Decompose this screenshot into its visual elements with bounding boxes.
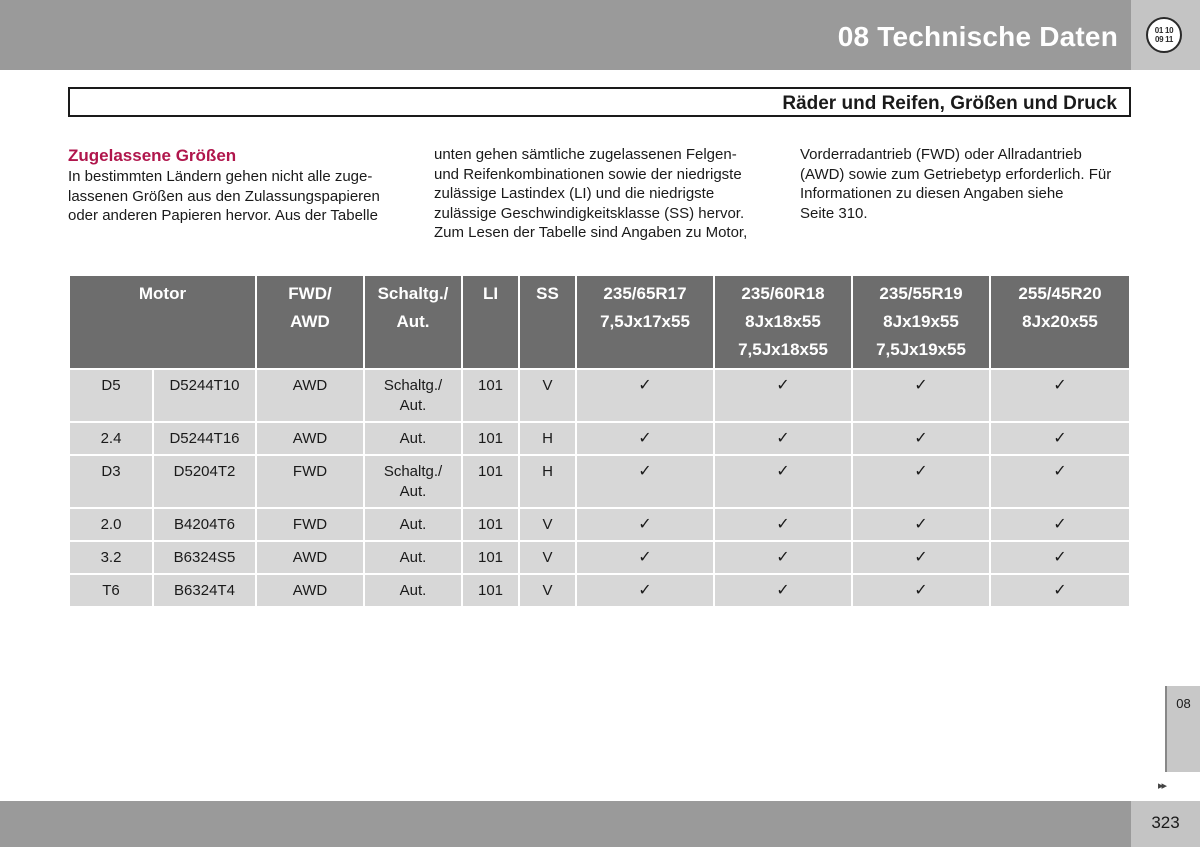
cell-engine-code: D5244T16 <box>154 423 255 454</box>
cell-gear: Aut. <box>365 575 461 606</box>
continue-arrow-icon: ▸▸ <box>1158 780 1166 792</box>
cell-engine: D3 <box>70 456 152 507</box>
cell-li: 101 <box>463 370 518 421</box>
col-header-tire-4: 255/45R20 8Jx20x55 <box>991 276 1129 368</box>
cell-drive: AWD <box>257 423 363 454</box>
cell-gear: Aut. <box>365 509 461 540</box>
cell-tire-1-check: ✓ <box>577 423 713 454</box>
cell-engine-code: B6324S5 <box>154 542 255 573</box>
table-row <box>70 423 1129 454</box>
cell-tire-1-check: ✓ <box>577 509 713 540</box>
col-header-ss: SS <box>520 276 575 368</box>
cell-tire-3-check: ✓ <box>853 575 989 606</box>
intro-text-1: In bestimmten Ländern gehen nicht alle zuge- lassenen Größen aus den Zulassungspapieren oder anderen Papieren hervor. Aus der Tabelle <box>68 168 380 224</box>
cell-tire-3-check: ✓ <box>853 370 989 421</box>
cell-tire-1-check: ✓ <box>577 456 713 507</box>
cell-engine-code: B4204T6 <box>154 509 255 540</box>
tire-size-table <box>68 274 1131 608</box>
cell-ss: V <box>520 542 575 573</box>
cell-gear: Aut. <box>365 542 461 573</box>
table-row <box>70 575 1129 606</box>
chapter-side-tab[interactable] <box>1165 686 1200 772</box>
cell-tire-3-check: ✓ <box>853 456 989 507</box>
intro-heading: Zugelassene Größen <box>68 146 237 165</box>
cell-ss: H <box>520 456 575 507</box>
chapter-badge-row-2: 09 11 <box>1154 35 1174 44</box>
col-header-gear: Schaltg./ Aut. <box>365 276 461 368</box>
table-header-row <box>70 276 1129 368</box>
cell-tire-1-check: ✓ <box>577 370 713 421</box>
table-row <box>70 456 1129 507</box>
intro-column-1 <box>68 167 413 226</box>
cell-li: 101 <box>463 423 518 454</box>
chapter-badge-icon <box>1146 17 1182 53</box>
cell-tire-4-check: ✓ <box>991 456 1129 507</box>
cell-engine: D5 <box>70 370 152 421</box>
col-header-tire-2: 235/60R18 8Jx18x55 7,5Jx18x55 <box>715 276 851 368</box>
cell-tire-3-check: ✓ <box>853 423 989 454</box>
cell-tire-2-check: ✓ <box>715 542 851 573</box>
cell-li: 101 <box>463 542 518 573</box>
cell-tire-1-check: ✓ <box>577 542 713 573</box>
col-header-tire-1: 235/65R17 7,5Jx17x55 <box>577 276 713 368</box>
cell-drive: AWD <box>257 370 363 421</box>
cell-gear: Aut. <box>365 423 461 454</box>
cell-drive: AWD <box>257 575 363 606</box>
cell-tire-2-check: ✓ <box>715 456 851 507</box>
cell-tire-4-check: ✓ <box>991 370 1129 421</box>
cell-tire-2-check: ✓ <box>715 423 851 454</box>
cell-engine-code: D5244T10 <box>154 370 255 421</box>
cell-gear: Schaltg./ Aut. <box>365 456 461 507</box>
cell-engine: 2.0 <box>70 509 152 540</box>
col-header-drive: FWD/ AWD <box>257 276 363 368</box>
cell-tire-2-check: ✓ <box>715 575 851 606</box>
cell-tire-3-check: ✓ <box>853 542 989 573</box>
table-row <box>70 542 1129 573</box>
cell-tire-1-check: ✓ <box>577 575 713 606</box>
cell-tire-4-check: ✓ <box>991 542 1129 573</box>
cell-gear: Schaltg./ Aut. <box>365 370 461 421</box>
side-tab-label: 08 <box>1176 696 1191 711</box>
cell-li: 101 <box>463 509 518 540</box>
cell-engine-code: D5204T2 <box>154 456 255 507</box>
cell-tire-2-check: ✓ <box>715 370 851 421</box>
col-header-li: LI <box>463 276 518 368</box>
chapter-title: 08 Technische Daten <box>837 21 1118 52</box>
page-number: 323 <box>1151 813 1180 832</box>
cell-engine-code: B6324T4 <box>154 575 255 606</box>
cell-li: 101 <box>463 575 518 606</box>
cell-ss: V <box>520 509 575 540</box>
cell-drive: FWD <box>257 509 363 540</box>
cell-engine: T6 <box>70 575 152 606</box>
intro-text-3: Vorderradantrieb (FWD) oder Allradantrieb (AWD) sowie zum Getriebetyp erforderlich. Für Informationen zu diesen Angaben siehe Seite 310. <box>800 146 1112 222</box>
cell-ss: H <box>520 423 575 454</box>
cell-ss: V <box>520 575 575 606</box>
section-title-box <box>68 87 1131 117</box>
cell-engine: 2.4 <box>70 423 152 454</box>
footer-bar <box>0 801 1131 847</box>
cell-li: 101 <box>463 456 518 507</box>
cell-tire-3-check: ✓ <box>853 509 989 540</box>
intro-text-2: unten gehen sämtliche zugelassenen Felgen- und Reifenkombinationen sowie der niedrigste zulässige Lastindex (LI) und die niedrigste zulässige Geschwindigkeitsklasse (SS) hervor. Zum Lesen der Tabelle sind Angaben zu Motor, <box>434 146 748 241</box>
cell-drive: FWD <box>257 456 363 507</box>
cell-tire-4-check: ✓ <box>991 509 1129 540</box>
section-title: Räder und Reifen, Größen und Druck <box>782 93 1117 114</box>
col-header-tire-3: 235/55R19 8Jx19x55 7,5Jx19x55 <box>853 276 989 368</box>
cell-ss: V <box>520 370 575 421</box>
cell-drive: AWD <box>257 542 363 573</box>
intro-column-3 <box>800 145 1145 223</box>
cell-tire-4-check: ✓ <box>991 423 1129 454</box>
cell-tire-4-check: ✓ <box>991 575 1129 606</box>
col-header-motor: Motor <box>70 276 255 368</box>
cell-tire-2-check: ✓ <box>715 509 851 540</box>
table-row <box>70 509 1129 540</box>
cell-engine: 3.2 <box>70 542 152 573</box>
chapter-badge-row-1: 01 10 <box>1154 26 1174 35</box>
table-row <box>70 370 1129 421</box>
intro-column-2 <box>434 145 779 243</box>
